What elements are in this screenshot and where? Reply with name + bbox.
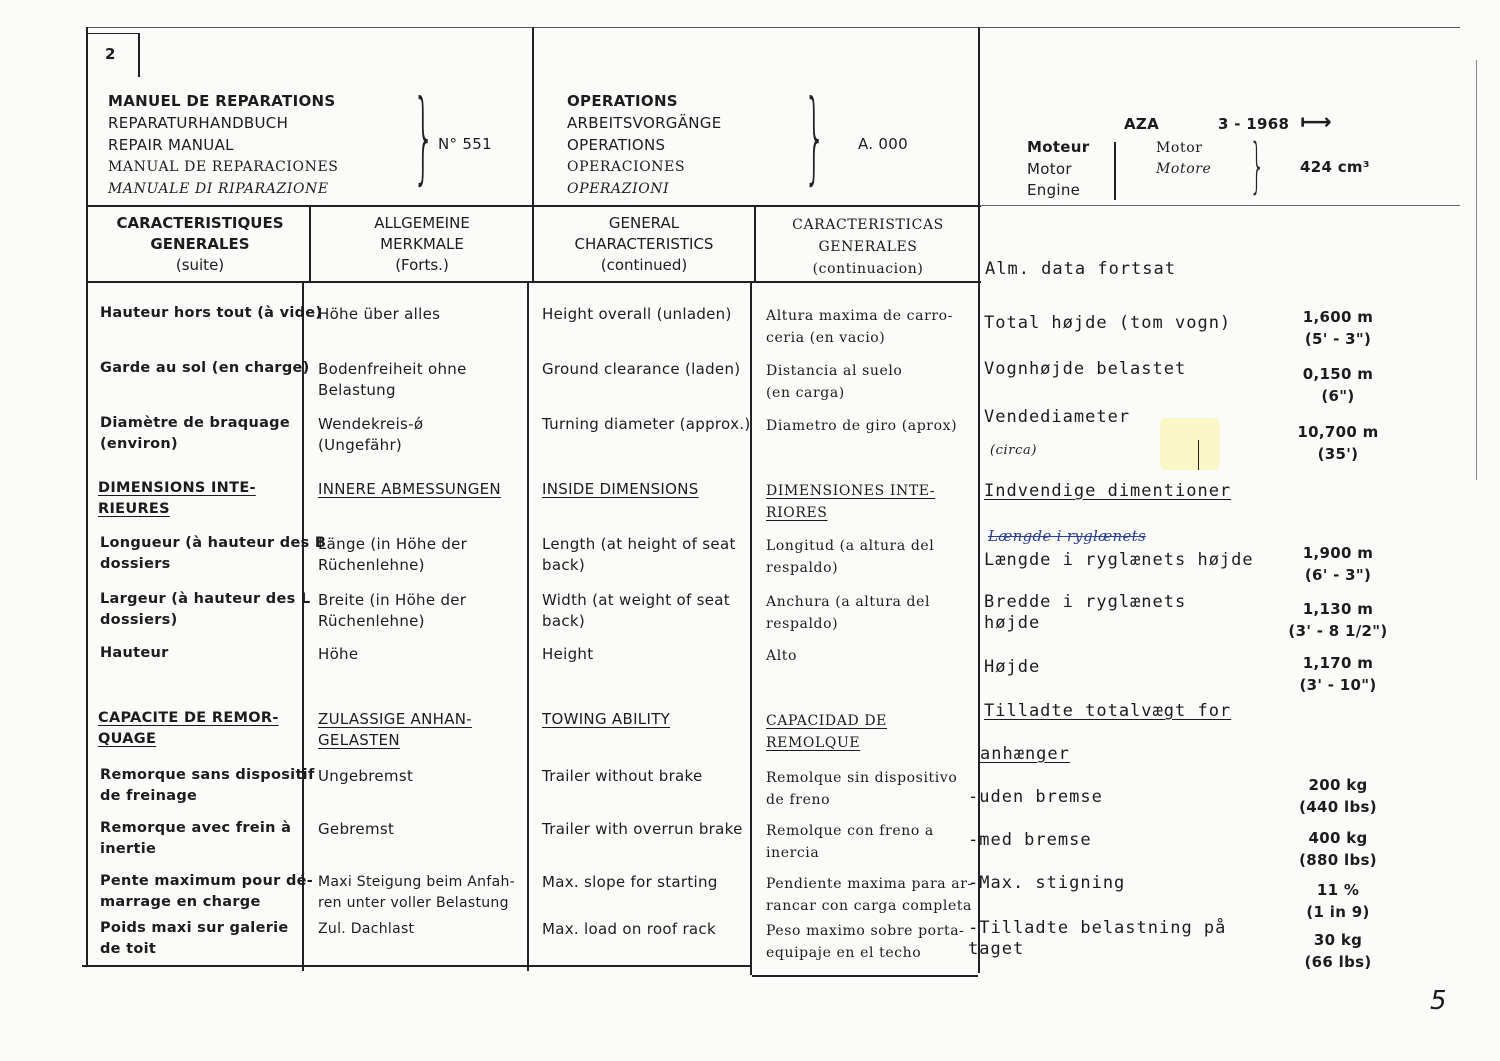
col-divider-3 xyxy=(754,207,756,283)
page-box-top xyxy=(86,33,138,34)
manual-number: N° 551 xyxy=(438,135,492,153)
row-value-metric: 200 kg xyxy=(1308,776,1368,794)
operations-title-en: OPERATIONS xyxy=(567,136,666,154)
row-fr: Largeur (à hauteur des L dossiers) xyxy=(100,591,311,628)
row-en: Length (at height of seat back) xyxy=(542,535,736,574)
row-value-imperial: (1 in 9) xyxy=(1306,903,1370,921)
row-da: -Max. stigning xyxy=(968,873,1126,893)
engine-divider xyxy=(1114,142,1116,200)
row-da: Total højde (tom vogn) xyxy=(984,313,1232,333)
row-en: Height overall (unladen) xyxy=(542,305,732,323)
row-en: Max. slope for starting xyxy=(542,873,718,891)
row-de: Breite (in Höhe der Rüchenlehne) xyxy=(318,591,467,630)
page-number: 2 xyxy=(105,45,116,63)
row-value-metric: 30 kg xyxy=(1313,931,1363,949)
row-da: Højde xyxy=(984,657,1041,677)
operations-code: A. 000 xyxy=(858,135,908,153)
row-de: INNERE ABMESSUNGEN xyxy=(318,480,501,498)
highlighter-mark xyxy=(1160,418,1220,470)
col-header-da: Alm. data fortsat xyxy=(985,259,1176,279)
row-da: Længde i ryglænets højde xyxy=(984,550,1254,570)
row-fr: Diamètre de braquage (environ) xyxy=(100,415,290,452)
row-value-imperial: (35') xyxy=(1317,445,1359,463)
row-fr: Pente maximum pour dé- marrage en charge xyxy=(100,873,314,910)
row-da: -uden bremse xyxy=(968,787,1103,807)
row-da: -Tilladte belastning på taget xyxy=(968,918,1227,959)
operations-brace: } xyxy=(803,78,826,195)
engine-bottom-line xyxy=(980,205,1460,206)
row-de: Höhe xyxy=(318,645,359,663)
row-es: Remolque con freno a inercia xyxy=(766,823,934,861)
body-divider-3 xyxy=(750,283,752,975)
frame-left-line xyxy=(86,27,88,967)
row-da: Tilladte totalvægt for xyxy=(984,701,1232,721)
row-value-imperial: (6' - 3") xyxy=(1304,566,1372,584)
row-value-metric: 1,600 m xyxy=(1302,308,1374,326)
row-da-struck: Længde i ryglænets xyxy=(988,527,1146,545)
row-value-imperial: (5' - 3") xyxy=(1304,330,1372,348)
row-es: Remolque sin dispositivo de freno xyxy=(766,770,958,808)
row-fr: Garde au sol (en charge) xyxy=(100,360,310,376)
manual-title-de: REPARATURHANDBUCH xyxy=(108,114,289,132)
row-value-metric: 1,170 m xyxy=(1302,654,1374,672)
frame-right-line xyxy=(1476,60,1477,480)
row-de: Zul. Dachlast xyxy=(318,921,415,937)
operations-title-fr: OPERATIONS xyxy=(567,92,678,110)
pen-mark xyxy=(1198,440,1199,470)
operations-title-it: OPERAZIONI xyxy=(567,181,670,197)
row-de: Wendekreis-ǿ (Ungefähr) xyxy=(318,415,424,454)
manual-title-fr: MANUEL DE REPARATIONS xyxy=(108,92,336,110)
body-bottom-line-2 xyxy=(752,975,978,977)
engine-label-motor-es: Motor xyxy=(1156,140,1203,156)
col-header-en: GENERAL CHARACTERISTICS (continued) xyxy=(574,214,714,274)
row-de: ZULASSIGE ANHAN- GELASTEN xyxy=(318,710,473,749)
row-en: Height xyxy=(542,645,594,663)
row-value-metric: 0,150 m xyxy=(1302,365,1374,383)
row-de: Maxi Steigung beim Anfah- ren unter voller Belastung xyxy=(318,874,515,911)
row-fr: Hauteur xyxy=(100,645,169,661)
manual-title-en: REPAIR MANUAL xyxy=(108,136,234,154)
row-value-imperial: (6") xyxy=(1321,387,1355,405)
row-es: Pendiente maxima para ar- rancar con carga completa xyxy=(766,876,973,914)
engine-model: AZA xyxy=(1124,115,1159,133)
engine-label-motor: Motor xyxy=(1027,160,1072,178)
body-divider-2 xyxy=(527,283,529,971)
row-en: TOWING ABILITY xyxy=(542,710,671,728)
col-header-fr: CARACTERISTIQUES GENERALES (suite) xyxy=(116,214,284,274)
row-value-metric: 1,900 m xyxy=(1302,544,1374,562)
col-header-de: ALLGEMEINE MERKMALE (Forts.) xyxy=(374,214,470,274)
operations-title-es: OPERACIONES xyxy=(567,159,686,175)
row-fr: Remorque sans dispositif de freinage xyxy=(100,767,315,804)
header-divider-2 xyxy=(978,27,980,207)
row-da: -med bremse xyxy=(968,830,1092,850)
row-fr: Remorque avec frein à inertie xyxy=(100,820,292,857)
row-de: Höhe über alles xyxy=(318,305,441,323)
row-value-metric: 10,700 m xyxy=(1297,423,1379,441)
row-value-imperial: (440 lbs) xyxy=(1299,798,1377,816)
row-da-cont: anhænger xyxy=(980,744,1070,764)
row-es: Longitud (a altura del respaldo) xyxy=(766,538,935,576)
row-de: Gebremst xyxy=(318,820,395,838)
row-es: Diametro de giro (aprox) xyxy=(766,418,958,434)
page-box-right xyxy=(138,33,140,77)
engine-arrow: ⟼ xyxy=(1300,110,1332,135)
operations-title-de: ARBEITSVORGÄNGE xyxy=(567,114,722,132)
row-fr: Longueur (à hauteur des B dossiers xyxy=(100,535,327,572)
row-en: INSIDE DIMENSIONS xyxy=(542,480,699,498)
row-value-imperial: (3' - 8 1/2") xyxy=(1288,622,1388,640)
engine-capacity: 424 cm³ xyxy=(1300,158,1370,176)
engine-year: 3 - 1968 xyxy=(1218,115,1290,133)
engine-label-moteur: Moteur xyxy=(1027,138,1090,156)
row-es: Anchura (a altura del respaldo) xyxy=(766,594,931,632)
footer-page-number: 5 xyxy=(1430,986,1447,1016)
engine-label-engine: Engine xyxy=(1027,181,1081,199)
col-header-es: CARACTERISTICAS GENERALES (continuacion) xyxy=(792,217,944,277)
row-fr: Hauteur hors tout (à vide) xyxy=(100,305,323,321)
row-da-note: (circa) xyxy=(990,443,1038,458)
row-de: Ungebremst xyxy=(318,767,414,785)
col-header-bottom xyxy=(86,281,981,283)
frame-top-line xyxy=(86,27,1460,28)
row-en: Ground clearance (laden) xyxy=(542,360,741,378)
body-divider-4 xyxy=(978,283,980,973)
engine-label-motore: Motore xyxy=(1156,161,1212,177)
row-da: Vendediameter xyxy=(984,407,1131,427)
engine-brace: } xyxy=(1249,131,1265,201)
row-de: Bodenfreiheit ohne Belastung xyxy=(318,360,467,399)
row-en: Trailer without brake xyxy=(542,767,703,785)
row-es: DIMENSIONES INTE- RIORES xyxy=(766,483,936,521)
manual-title-it: MANUALE DI RIPARAZIONE xyxy=(108,181,329,197)
row-en: Turning diameter (approx.) xyxy=(542,415,751,433)
row-es: Alto xyxy=(766,648,798,664)
row-value-imperial: (880 lbs) xyxy=(1299,851,1377,869)
row-en: Trailer with overrun brake xyxy=(542,820,743,838)
manual-brace: } xyxy=(412,78,435,195)
row-value-imperial: (3' - 10") xyxy=(1299,676,1377,694)
row-es: CAPACIDAD DE REMOLQUE xyxy=(766,713,887,751)
row-es: Peso maximo sobre porta- equipaje en el techo xyxy=(766,923,965,961)
row-value-metric: 400 kg xyxy=(1308,829,1368,847)
row-da: Bredde i ryglænets højde xyxy=(984,592,1187,633)
row-da: Indvendige dimentioner xyxy=(984,481,1232,501)
row-fr: CAPACITE DE REMOR- QUAGE xyxy=(98,710,279,747)
row-fr: DIMENSIONS INTE- RIEURES xyxy=(98,480,256,517)
row-value-metric: 11 % xyxy=(1316,881,1360,899)
row-value-metric: 1,130 m xyxy=(1302,600,1374,618)
header-divider-1 xyxy=(532,27,534,207)
row-value-imperial: (66 lbs) xyxy=(1304,953,1372,971)
row-es: Distancia al suelo (en carga) xyxy=(766,363,903,401)
row-en: Width (at weight of seat back) xyxy=(542,591,730,630)
row-de: Länge (in Höhe der Rüchenlehne) xyxy=(318,535,468,574)
body-bottom-line xyxy=(82,965,752,967)
row-es: Altura maxima de carro- ceria (en vacio) xyxy=(766,308,954,346)
row-en: Max. load on roof rack xyxy=(542,920,716,938)
row-da: Vognhøjde belastet xyxy=(984,359,1187,379)
manual-title-es: MANUAL DE REPARACIONES xyxy=(108,159,339,175)
row-fr: Poids maxi sur galerie de toit xyxy=(100,920,289,957)
